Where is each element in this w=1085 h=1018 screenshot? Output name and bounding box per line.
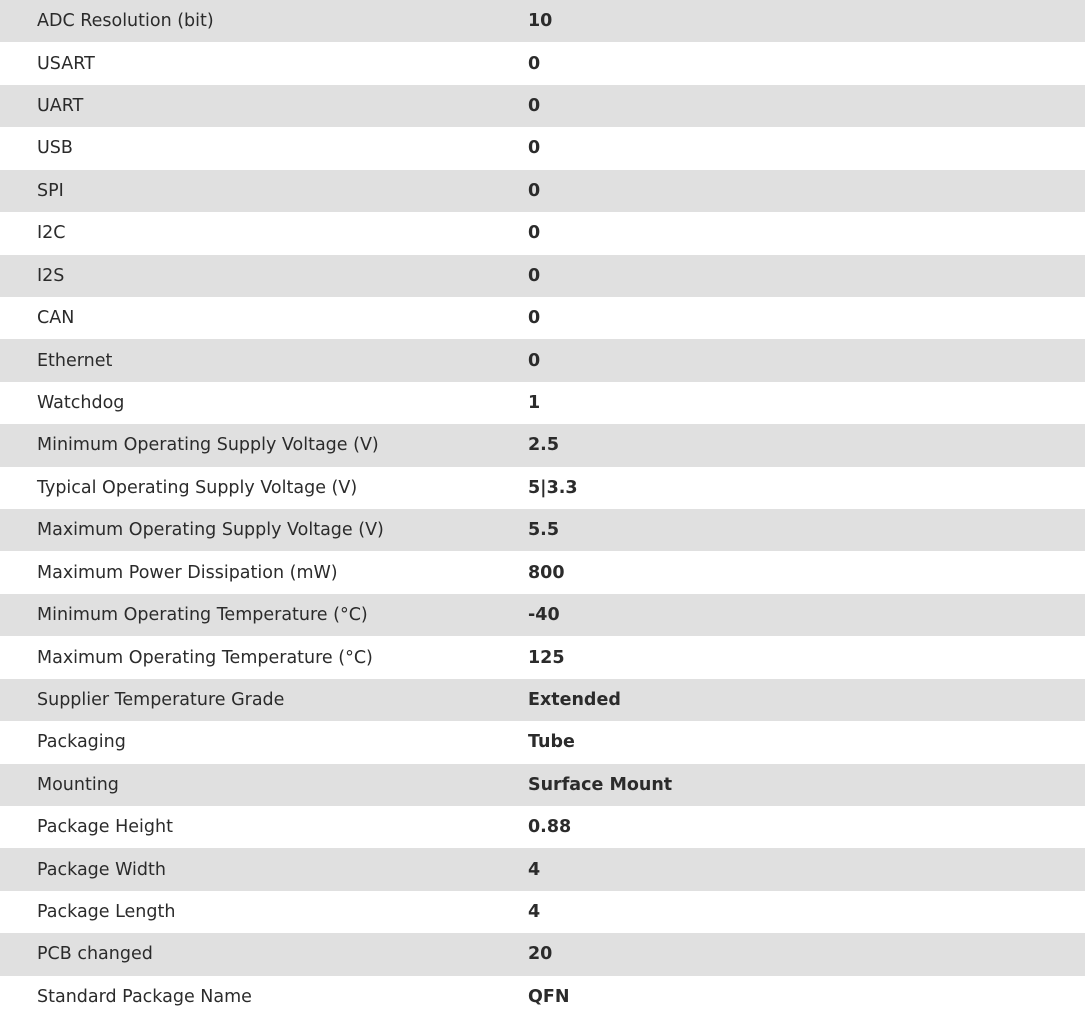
spec-row-max-supply-voltage: [0, 509, 1085, 551]
spec-row-adc-resolution: [0, 0, 1085, 42]
spec-row-usb: [0, 127, 1085, 169]
spec-label: UART: [37, 96, 84, 117]
spec-row-uart: [0, 85, 1085, 127]
spec-row-max-operating-temp: [0, 636, 1085, 678]
spec-value: 0: [528, 53, 541, 74]
spec-row-min-supply-voltage: [0, 424, 1085, 466]
spec-row-usart: [0, 42, 1085, 84]
spec-value: 0: [528, 223, 541, 244]
spec-label: Package Height: [37, 817, 173, 838]
spec-row-pcb-changed: [0, 933, 1085, 975]
spec-label: Typical Operating Supply Voltage (V): [37, 477, 358, 498]
spec-value: 4: [528, 859, 541, 880]
spec-value: 1: [528, 393, 541, 413]
spec-label: Supplier Temperature Grade: [37, 689, 285, 710]
spec-value: 0: [528, 350, 541, 371]
spec-value: 5.5: [528, 520, 560, 541]
spec-value: 0: [528, 265, 541, 286]
spec-row-spi: [0, 170, 1085, 212]
spec-row-package-length: [0, 891, 1085, 933]
spec-label: SPI: [37, 180, 64, 201]
spec-row-min-operating-temp: [0, 594, 1085, 636]
spec-label: I2C: [37, 223, 66, 244]
spec-label: USART: [37, 53, 95, 74]
spec-label: Package Length: [37, 902, 176, 923]
spec-row-max-power-dissipation: [0, 551, 1085, 593]
spec-value: 20: [528, 944, 553, 965]
spec-label: Mounting: [37, 774, 119, 795]
spec-value: 4: [528, 902, 541, 923]
spec-row-package-width: [0, 848, 1085, 890]
spec-row-watchdog: [0, 382, 1085, 424]
spec-value: 0: [528, 180, 541, 201]
spec-label: Minimum Operating Supply Voltage (V): [37, 435, 379, 456]
spec-label: I2S: [37, 265, 65, 286]
spec-value: 125: [528, 647, 565, 668]
spec-label: Standard Package Name: [37, 986, 252, 1007]
spec-label: Maximum Power Dissipation (mW): [37, 562, 338, 583]
spec-label: Package Width: [37, 859, 166, 880]
spec-value: Surface Mount: [528, 774, 673, 795]
spec-label: Maximum Operating Supply Voltage (V): [37, 520, 384, 541]
spec-row-ethernet: [0, 339, 1085, 381]
spec-label: PCB changed: [37, 944, 153, 965]
spec-row-temp-grade: [0, 679, 1085, 721]
spec-value: 0: [528, 308, 541, 329]
spec-value: -40: [528, 605, 560, 626]
spec-value: 2.5: [528, 435, 560, 456]
spec-label: ADC Resolution (bit): [37, 11, 214, 32]
spec-row-package-height: [0, 806, 1085, 848]
spec-label: Watchdog: [37, 393, 125, 413]
spec-value: Tube: [528, 732, 575, 753]
spec-label: Ethernet: [37, 350, 113, 371]
spec-row-i2c: [0, 212, 1085, 254]
spec-value: 0: [528, 138, 541, 159]
spec-row-typ-supply-voltage: [0, 467, 1085, 509]
spec-row-mounting: [0, 764, 1085, 806]
spec-value: 10: [528, 11, 553, 32]
spec-label: Minimum Operating Temperature (°C): [37, 605, 368, 626]
spec-value: 0: [528, 96, 541, 117]
spec-row-standard-package-name: [0, 976, 1085, 1018]
spec-row-packaging: [0, 721, 1085, 763]
spec-label: USB: [37, 138, 73, 159]
spec-label: Maximum Operating Temperature (°C): [37, 647, 373, 668]
spec-row-can: [0, 297, 1085, 339]
spec-row-i2s: [0, 255, 1085, 297]
spec-value: 0.88: [528, 817, 572, 838]
spec-value: QFN: [528, 986, 570, 1007]
spec-value: Extended: [528, 689, 621, 710]
spec-value: 800: [528, 562, 565, 583]
spec-label: Packaging: [37, 732, 126, 753]
spec-value: 5|3.3: [528, 477, 578, 498]
spec-label: CAN: [37, 308, 75, 329]
